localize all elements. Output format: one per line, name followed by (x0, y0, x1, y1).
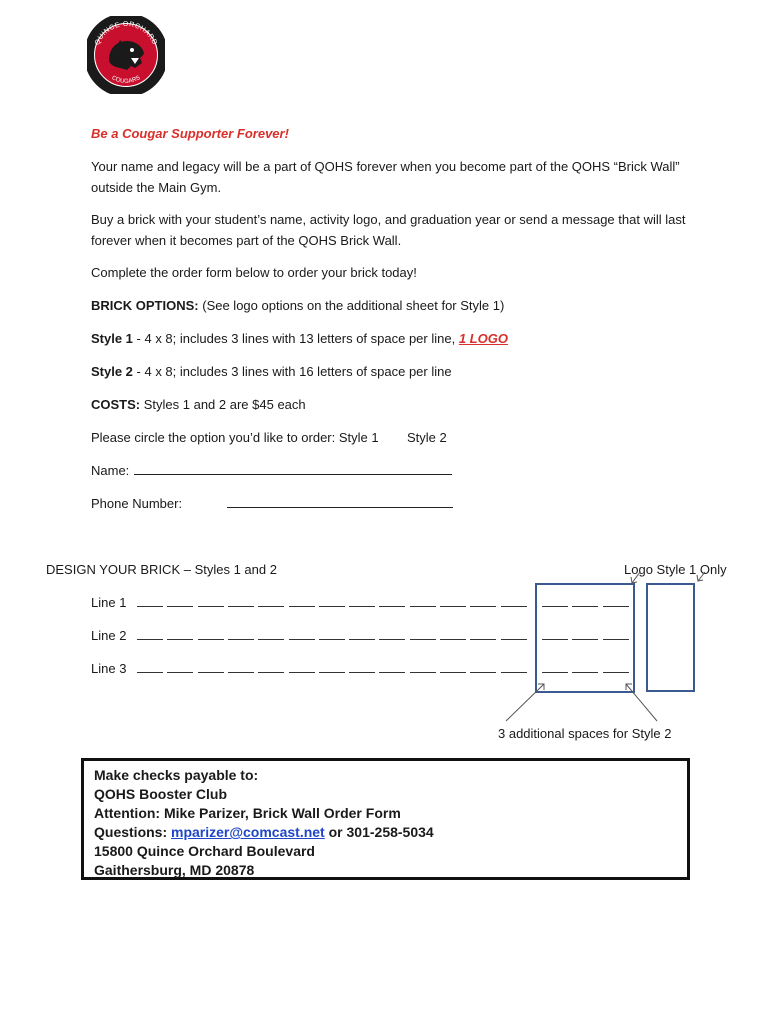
intro-paragraph-1: Your name and legacy will be a part of QOHS forever when you become part of the QOHS “Brick Wall” outside the Main Gym. (91, 159, 680, 195)
letter-blank[interactable] (319, 672, 345, 673)
letter-blank[interactable] (379, 606, 405, 607)
brick-options-text: (See logo options on the additional sheet for Style 1) (198, 298, 505, 313)
letter-blank[interactable] (470, 639, 496, 640)
letter-blank[interactable] (501, 672, 527, 673)
letter-blank[interactable] (349, 639, 375, 640)
letter-blank[interactable] (198, 639, 224, 640)
style2-option (91, 364, 452, 380)
line2-label: Line 2 (91, 628, 127, 643)
letter-blank[interactable] (289, 639, 315, 640)
payment-info-box (81, 758, 690, 880)
style2-label: Style 2 (91, 364, 133, 379)
letter-blank[interactable] (410, 639, 436, 640)
intro-paragraph-2: Buy a brick with your student’s name, activity logo, and graduation year or send a message that will last forever when it becomes part of the QOHS Brick Wall. (91, 212, 686, 248)
costs-label: COSTS: (91, 397, 141, 412)
name-field[interactable] (134, 474, 452, 475)
style1-option (91, 331, 508, 347)
style2-extra-spaces-box (535, 583, 635, 693)
letter-blank[interactable] (349, 672, 375, 673)
letter-blank[interactable] (228, 639, 254, 640)
intro-paragraph-3: Complete the order form below to order your brick today! (91, 265, 417, 280)
letter-blank[interactable] (440, 672, 466, 673)
letter-blank[interactable] (379, 672, 405, 673)
payment-line-2: QOHS Booster Club (94, 786, 228, 802)
letter-blank[interactable] (410, 672, 436, 673)
additional-spaces-label: 3 additional spaces for Style 2 (498, 726, 672, 741)
logo-style1-label: Logo Style 1 Only (624, 562, 727, 577)
letter-blank[interactable] (440, 606, 466, 607)
payment-line-1: Make checks payable to: (94, 767, 259, 783)
letter-blank[interactable] (349, 606, 375, 607)
payment-line-5: 15800 Quince Orchard Boulevard (94, 843, 315, 859)
letter-blank[interactable] (258, 672, 284, 673)
letter-blank[interactable] (258, 606, 284, 607)
letter-blank[interactable] (167, 606, 193, 607)
email-link[interactable]: mparizer@comcast.net (171, 824, 325, 840)
circle-option-text: Please circle the option you’d like to order: Style 1 (91, 430, 379, 445)
letter-blank[interactable] (379, 639, 405, 640)
letter-blank[interactable] (501, 639, 527, 640)
letter-blank[interactable] (470, 672, 496, 673)
style1-logo-text: 1 LOGO (458, 331, 508, 346)
letter-blank[interactable] (501, 606, 527, 607)
letter-blank[interactable] (228, 606, 254, 607)
letter-blank[interactable] (167, 672, 193, 673)
circle-option-style2[interactable]: Style 2 (407, 430, 447, 445)
logo-text-bottom: COUGARS (110, 75, 142, 85)
letter-blank[interactable] (198, 606, 224, 607)
line1-label: Line 1 (91, 595, 127, 610)
letter-blank[interactable] (319, 639, 345, 640)
letter-blank[interactable] (167, 639, 193, 640)
letter-blank[interactable] (410, 606, 436, 607)
payment-line-3: Attention: Mike Parizer, Brick Wall Order Form (94, 805, 401, 821)
questions-label: Questions: (94, 824, 172, 840)
phone-field[interactable] (227, 507, 453, 508)
line3-label: Line 3 (91, 661, 127, 676)
letter-blank[interactable] (137, 639, 163, 640)
design-title: DESIGN YOUR BRICK – Styles 1 and 2 (46, 562, 277, 577)
letter-blank[interactable] (137, 672, 163, 673)
brick-options (91, 298, 504, 314)
letter-blank[interactable] (198, 672, 224, 673)
letter-blank[interactable] (137, 606, 163, 607)
letter-blank[interactable] (470, 606, 496, 607)
brick-options-label: BRICK OPTIONS: (91, 298, 199, 313)
payment-line-6: Gaithersburg, MD 20878 (94, 862, 255, 878)
logo-box[interactable] (646, 583, 695, 692)
phone-number: or 301-258-5034 (324, 824, 434, 840)
letter-blank[interactable] (319, 606, 345, 607)
costs-text: Styles 1 and 2 are $45 each (140, 397, 306, 412)
letter-blank[interactable] (228, 672, 254, 673)
headline: Be a Cougar Supporter Forever! (91, 126, 289, 141)
letter-blank[interactable] (258, 639, 284, 640)
school-logo (87, 16, 165, 94)
letter-blank[interactable] (440, 639, 466, 640)
logo-text-top: QUINCE ORCHARD (93, 20, 159, 47)
letter-blank[interactable] (289, 606, 315, 607)
style1-text: - 4 x 8; includes 3 lines with 13 letters of space per line, (132, 331, 459, 346)
costs (91, 397, 306, 413)
style1-label: Style 1 (91, 331, 133, 346)
letter-blank[interactable] (289, 672, 315, 673)
phone-label: Phone Number: (91, 496, 183, 511)
payment-line-4 (94, 823, 677, 842)
name-label: Name: (91, 463, 130, 478)
style2-text: - 4 x 8; includes 3 lines with 16 letters of space per line (132, 364, 452, 379)
